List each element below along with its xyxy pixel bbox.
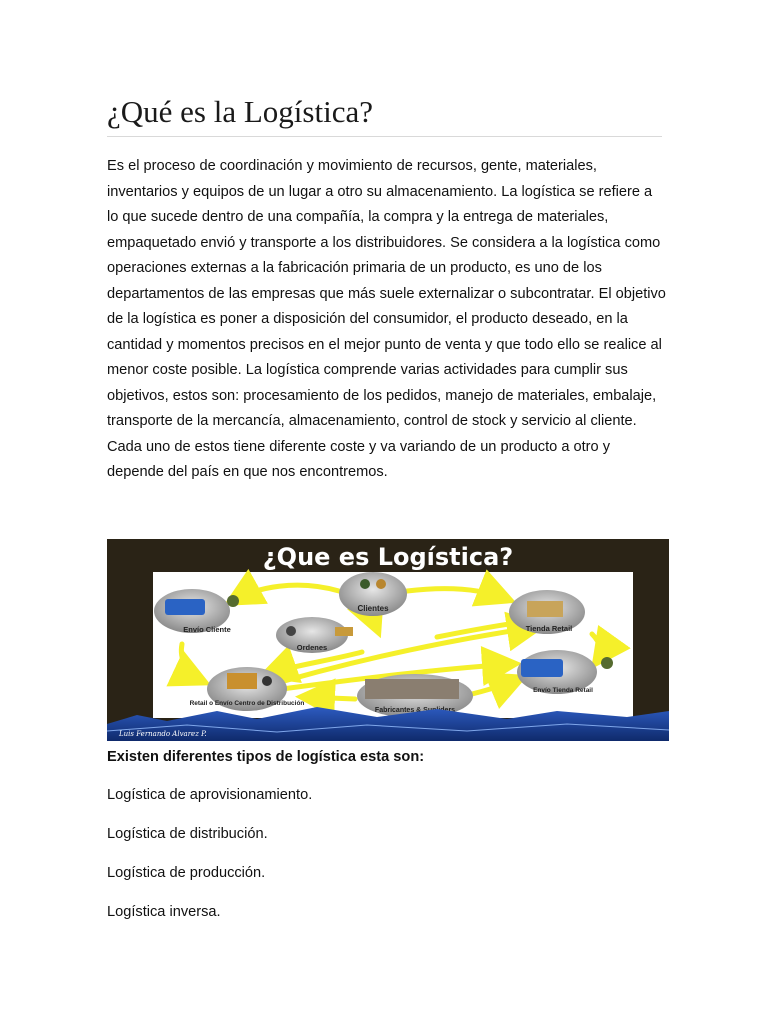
order-icon [286, 626, 296, 636]
label-envio-cliente: Envío Cliente [183, 625, 231, 634]
customer-icon [376, 579, 386, 589]
arrow-fabricantes-to-centro [305, 697, 355, 699]
figure-heading: ¿Que es Logística? [262, 543, 514, 571]
image-signature: Luis Fernando Alvarez P. [119, 730, 207, 738]
truck-icon [521, 659, 563, 677]
label-ordenes: Ordenes [296, 643, 328, 652]
warehouse-boxes-icon [227, 673, 257, 689]
worker-icon [227, 595, 239, 607]
types-heading: Existen diferentes tipos de logística esta son: [107, 749, 425, 765]
page-title: ¿Qué es la Logística? [107, 94, 373, 129]
label-fabricantes: Fabricantes & Supliders [374, 707, 456, 714]
logistics-types-list [107, 784, 667, 940]
store-icon [527, 601, 563, 617]
logistics-diagram-image [107, 539, 669, 741]
label-envio-tienda: Envío Tienda Retail [533, 687, 593, 694]
worker-icon [601, 657, 613, 669]
label-tienda-retail: Tienda Retail [525, 624, 573, 633]
list-item: Logística de distribución. [107, 826, 268, 842]
title-divider [107, 136, 662, 137]
customer-icon [360, 579, 370, 589]
label-clientes: Clientes [357, 604, 389, 613]
list-item: Logística inversa. [107, 904, 221, 920]
label-centro-distribucion: Retail o Envío Centro de Distribución [189, 700, 305, 707]
package-icon [335, 627, 353, 636]
intro-paragraph: Es el proceso de coordinación y movimiento de recursos, gente, materiales, inventarios y equipos de un lugar a otro su almacenamiento. La logística se refiere a lo que sucede dentro de una compañía, la compra y la entrega de materiales, empaquetado envió y transporte a los distribuidores. Se considera a la logística como operaciones externas a la fabricación primaria de un producto, es uno de los departamentos de las empresas que más suele externalizar o subcontratar. El objetivo de la logística es poner a disposición del consumidor, el producto deseado, en la cantidad y momentos precisos en el mejor punto de venta y que todo ello se realice al menor coste posible. La logística comprende varias actividades para cumplir sus objetivos, estos son: procesamiento de los pedidos, manejo de materiales, embalaje, transporte de la mercancía, almacenamiento, control de stock y servicio al cliente. Cada uno de estos tiene diferente coste y va variando de un producto a otro y depende del país en que nos encontremos. [107, 158, 666, 480]
truck-icon [165, 599, 205, 615]
forklift-icon [262, 676, 272, 686]
factory-icon [365, 679, 459, 699]
list-item: Logística de producción. [107, 865, 266, 881]
list-item: Logística de aprovisionamiento. [107, 787, 313, 803]
